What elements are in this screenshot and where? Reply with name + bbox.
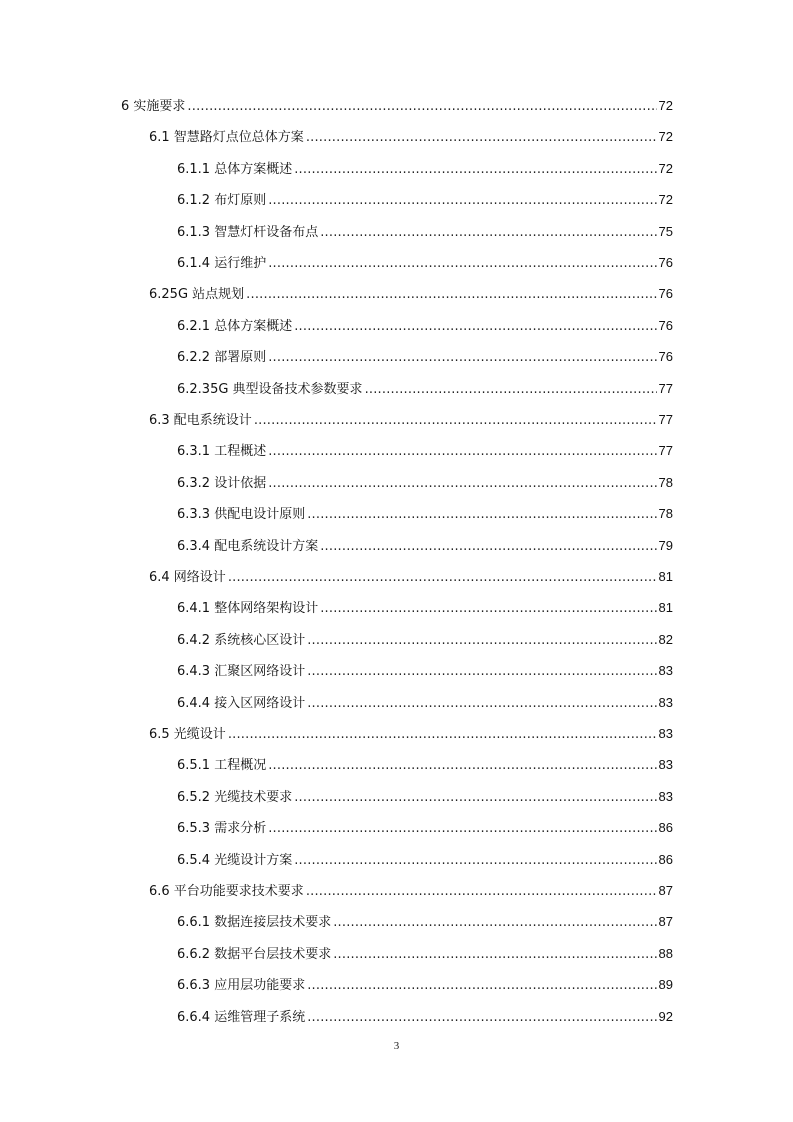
toc-dot-leader [294,850,656,872]
toc-dot-leader [307,693,656,715]
toc-entry[interactable] [149,283,673,305]
toc-dot-leader [228,724,657,746]
toc-entry-label: 6.4.1 整体网络架构设计 [177,601,319,617]
toc-dot-leader [294,159,656,181]
toc-entry-page: 76 [658,255,673,270]
toc-entry-page: 72 [658,129,673,145]
toc-entry-label: 6.6 平台功能要求技术要求 [149,884,304,899]
toc-entry-label: 6.3.2 设计依据 [177,475,267,491]
toc-entry[interactable] [177,378,673,400]
toc-dot-leader [320,536,656,558]
toc-entry-label: 6.1.1 总体方案概述 [177,161,293,177]
toc-entry[interactable] [177,692,673,714]
toc-dot-leader [320,598,656,620]
toc-entry[interactable] [177,472,673,494]
toc-entry[interactable] [177,849,673,871]
toc-dot-leader [307,975,656,997]
toc-entry-page: 86 [658,851,673,867]
toc-dot-leader [365,379,657,401]
toc-entry-page: 78 [658,474,673,490]
toc-entry[interactable] [177,974,673,996]
toc-entry-page: 75 [658,223,673,239]
toc-entry-label: 6.1 智慧路灯点位总体方案 [149,130,304,146]
toc-dot-leader [268,473,656,495]
toc-entry[interactable] [177,1006,673,1028]
toc-entry-page: 72 [658,192,673,208]
toc-entry-page: 81 [658,600,673,616]
toc-entry-label: 6.2.1 总体方案概述 [177,318,293,334]
toc-entry-page: 87 [658,883,673,898]
toc-entry[interactable] [177,252,673,274]
toc-entry[interactable] [177,535,673,557]
toc-entry-page: 76 [658,317,673,333]
toc-entry-page: 83 [658,663,673,679]
toc-entry-label: 6.6.4 运维管理子系统 [177,1009,306,1025]
toc-entry-label: 6.25G 站点规划 [149,287,245,303]
toc-entry-page: 76 [658,286,673,302]
toc-entry-page: 83 [658,788,673,804]
toc-dot-leader [320,222,656,244]
toc-entry-label: 6.5 光缆设计 [149,727,226,742]
toc-dot-leader [268,818,656,840]
toc-entry[interactable] [121,95,673,117]
toc-entry-label: 6 实施要求 [121,99,186,114]
toc-dot-leader [294,316,656,338]
toc-entry-label: 6.3.1 工程概述 [177,444,267,460]
toc-dot-leader [268,755,656,777]
toc-entry-page: 77 [658,380,673,396]
toc-entry-page: 82 [658,631,673,647]
toc-dot-leader [268,190,656,212]
toc-entry-page: 83 [658,694,673,710]
toc-dot-leader [333,912,656,934]
toc-entry-page: 79 [658,537,673,553]
toc-entry-page: 88 [658,945,673,961]
toc-entry-page: 86 [658,820,673,836]
toc-entry-label: 6.3 配电系统设计 [149,413,252,428]
toc-entry[interactable] [149,409,673,431]
toc-entry[interactable] [177,440,673,462]
toc-entry-page: 72 [658,98,673,113]
toc-entry-page: 83 [658,757,673,773]
toc-entry[interactable] [177,911,673,933]
toc-entry[interactable] [177,597,673,619]
toc-entry-label: 6.4.3 汇聚区网络设计 [177,664,306,680]
toc-entry[interactable] [177,817,673,839]
toc-entry-page: 89 [658,977,673,993]
toc-dot-leader [268,441,656,463]
toc-entry-label: 6.4.2 系统核心区设计 [177,632,306,648]
toc-entry-label: 6.5.4 光缆设计方案 [177,852,293,868]
toc-dot-leader [306,127,657,149]
toc-entry-page: 77 [658,443,673,459]
toc-entry-label: 6.6.1 数据连接层技术要求 [177,915,332,931]
toc-entry-label: 6.1.3 智慧灯杆设备布点 [177,224,319,240]
toc-dot-leader [333,944,656,966]
toc-dot-leader [246,284,656,306]
toc-entry-label: 6.6.3 应用层功能要求 [177,978,306,994]
toc-entry[interactable] [177,754,673,776]
toc-dot-leader [307,1007,656,1029]
toc-entry-label: 6.5.2 光缆技术要求 [177,789,293,805]
toc-dot-leader [254,410,657,432]
toc-dot-leader [228,567,657,589]
toc-entry[interactable] [149,880,673,902]
toc-entry-page: 77 [658,412,673,427]
toc-entry[interactable] [149,723,673,745]
toc-entry-label: 6.3.3 供配电设计原则 [177,507,306,523]
toc-entry-page: 83 [658,726,673,741]
toc-entry-label: 6.5.1 工程概况 [177,758,267,774]
toc-entry-page: 87 [658,914,673,930]
toc-dot-leader [306,881,657,903]
toc-entry-page: 92 [658,1008,673,1024]
toc-dot-leader [307,504,656,526]
toc-entry-page: 76 [658,349,673,365]
toc-entry-page: 72 [658,160,673,176]
toc-entry[interactable] [177,786,673,808]
toc-dot-leader [307,661,656,683]
toc-entry[interactable] [177,346,673,368]
toc-entry-label: 6.6.2 数据平台层技术要求 [177,946,332,962]
toc-entry-label: 6.1.2 布灯原则 [177,193,267,209]
toc-entry[interactable] [177,189,673,211]
toc-entry[interactable] [177,503,673,525]
toc-entry-label: 6.4.4 接入区网络设计 [177,695,306,711]
toc-entry[interactable] [177,660,673,682]
toc-dot-leader [268,253,656,275]
toc-entry-label: 6.3.4 配电系统设计方案 [177,538,319,554]
page-number: 3 [393,1040,400,1052]
toc-entry[interactable] [177,221,673,243]
toc-dot-leader [294,787,656,809]
toc-entry[interactable] [177,315,673,337]
toc-entry-page: 81 [658,569,673,584]
toc-dot-leader [187,96,656,118]
toc-entry-page: 78 [658,506,673,522]
toc-entry[interactable] [177,943,673,965]
toc-entry[interactable] [149,126,673,148]
toc-dot-leader [268,347,656,369]
toc-entry-label: 6.2.35G 典型设备技术参数要求 [177,381,363,397]
toc-entry-label: 6.5.3 需求分析 [177,821,267,837]
toc-entry[interactable] [149,566,673,588]
toc-dot-leader [307,630,656,652]
toc-entry-label: 6.1.4 运行维护 [177,256,267,271]
toc-entry-label: 6.2.2 部署原则 [177,350,267,366]
toc-entry-label: 6.4 网络设计 [149,570,226,585]
toc-entry[interactable] [177,629,673,651]
toc-entry[interactable] [177,158,673,180]
